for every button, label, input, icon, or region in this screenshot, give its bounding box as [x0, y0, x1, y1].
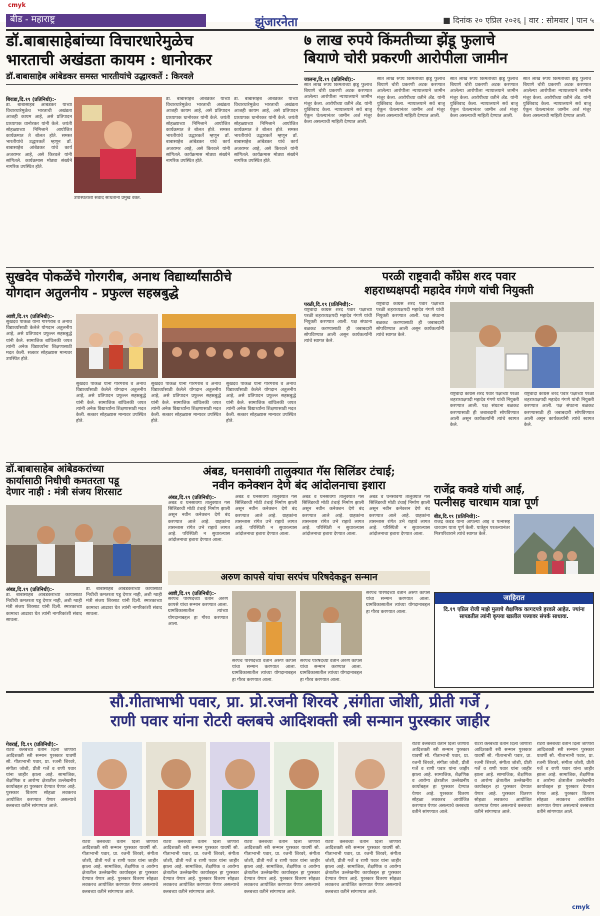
story-body-col4: सरपंच परिषदेच्या वतीने अरुण कापसे यांचा सन्मान करण्यात आला. ग्रामविकासातील त्यांच्या योगदानाबद्दल हा गौरव करण्यात आला.: [366, 591, 430, 615]
photo-felicitation: [76, 314, 158, 378]
photo-honor: [232, 591, 296, 655]
headline-line-2: कार्यासाठी निधीची कमतरता पडू: [6, 475, 120, 487]
story-body-col8: रोटरी क्लबच्या वतीने दिला जाणारा आदिशक्ती स्त्री सन्मान पुरस्कार यावर्षी सौ. गीताभाभी पवार, प्रा. रजनी शिरवरे, संगीता जोशी, प्रीती गर्जे व राणी पवार यांना जाहीर झाला आहे. सामाजिक, शैक्षणिक व आरोग्य क्षेत्रातील उल्लेखनीय कार्याबद्दल हा पुरस्कार देण्यात येणार आहे. पुरस्कार वितरण सोहळा लवकरच आयोजित करण्यात येणार असल्याचे क्लबच्या वतीने सांगण्यात आले.: [536, 742, 594, 816]
story-body-col3: सुखदेव पोकळे यांनी गोरगरीब व अनाथ विद्यार्थ्यांसाठी केलेले योगदान अतुलनीय आहे, असे प्रतिपादन प्रफुल्ल सहस्रबुद्धे यांनी केले. सामाजिक बांधिलकी जपत त्यांनी अनेक विद्यार्थ्यांना शिक्षणासाठी मदत केली. सत्कार सोहळ्यास मान्यवर उपस्थित होते.: [151, 382, 221, 425]
photo-yatra: [514, 514, 594, 574]
portrait-awardee-5: [338, 742, 402, 836]
headline-line-1: ७ लाख रुपये किंमतीच्या झेंडू फुलाचे: [304, 32, 495, 49]
story-kapse-honor: [168, 571, 430, 689]
story-dateline: अंबड,दि.१९ (प्रतिनिधी):-: [168, 495, 217, 501]
portrait-icon: [210, 742, 270, 836]
story-body-col4: रोटरी क्लबच्या वतीने दिला जाणारा आदिशक्ती स्त्री सन्मान पुरस्कार यावर्षी सौ. गीताभाभी पवार, प्रा. रजनी शिरवरे, संगीता जोशी, प्रीती गर्जे व राणी पवार यांना जाहीर झाला आहे. सामाजिक, शैक्षणिक व आरोग्य क्षेत्रातील उल्लेखनीय कार्याबद्दल हा पुरस्कार देण्यात येणार आहे. पुरस्कार वितरण सोहळा लवकरच आयोजित करण्यात येणार असल्याचे क्लबच्या वतीने सांगण्यात आले.: [244, 840, 320, 895]
cmyk-mark-bottom: cmyk: [572, 904, 590, 911]
photo-caption: उपस्थितांशी संवाद साधताना प्रमुख वक्ते.: [74, 196, 142, 201]
story-sukhdev-pokale: [6, 270, 296, 460]
photo-icon: [232, 591, 296, 655]
headline-line-1: परळी राष्ट्रवादी काँग्रेस शरद पवार: [382, 269, 516, 283]
story-body-col7: रोटरी क्लबच्या वतीने दिला जाणारा आदिशक्ती स्त्री सन्मान पुरस्कार यावर्षी सौ. गीताभाभी पवार, प्रा. रजनी शिरवरे, संगीता जोशी, प्रीती गर्जे व राणी पवार यांना जाहीर झाला आहे. सामाजिक, शैक्षणिक व आरोग्य क्षेत्रातील उल्लेखनीय कार्याबद्दल हा पुरस्कार देण्यात येणार आहे. पुरस्कार वितरण सोहळा लवकरच आयोजित करण्यात येणार असल्याचे क्लबच्या वतीने सांगण्यात आले.: [474, 742, 532, 816]
notice-title: जाहिरात: [435, 593, 593, 604]
story-body-col3: सरपंच परिषदेच्या वतीने अरुण कापसे यांचा सन्मान करण्यात आला. ग्रामविकासातील त्यांच्या योगदानाबद्दल हा गौरव करण्यात आला.: [300, 659, 362, 683]
headline-line-2: नवीन कनेक्शन देणे बंद आंदोलनाचा इशारा: [212, 478, 386, 493]
story-seed-theft-bail: [304, 33, 594, 265]
photo-appointment: [450, 302, 594, 388]
awardee-portraits: [82, 742, 406, 836]
notice-body: दि.१९ एप्रिल रोजी माझे मुलाचे शैक्षणिक कागदपत्रे हरवले आहेत. ज्यांना सापडतील त्यांनी कृपया खालील पत्त्यावर संपर्क साधावा.: [443, 607, 585, 621]
story-body: अंबड व घनसावंगी तालुक्यात गॅस सिलिंडरची मोठी टंचाई निर्माण झाली असून नवीन कनेक्शन देणे बंद करण्यात आले आहे. ग्राहकांना तासन्तास रांगेत उभे राहावे लागत आहे. परिस्थिती न सुधारल्यास आंदोलनाचा इशारा देण्यात आला.: [168, 501, 230, 544]
headline-line-2: भारताची अखंडता कायम : धानोरकर: [6, 49, 212, 69]
story-body: राष्ट्रवादी काँग्रेस शरद पवार पक्षाच्या परळी शहराध्यक्षपदी महादेव गंगणे यांची नियुक्ती करण्यात आली. पक्ष संघटना बळकट करण्यासाठी ही जबाबदारी सोपविण्यात आली असून कार्यकर्त्यांनी त्यांचे स्वागत केले.: [304, 308, 372, 345]
story-body: सात लाख रुपये किंमतीच्या झेंडू फुलाचे बियाणे चोरी प्रकरणी अटक करण्यात आलेल्या आरोपीला न्यायालयाने जामीन मंजूर केला. आरोपीच्या वतीने ॲड. यांनी युक्तिवाद केला. न्यायालयाने सर्व बाजू ऐकून घेतल्यानंतर जामीन अर्ज मंजूर केला असल्याची माहिती देण्यात आली.: [304, 83, 372, 126]
section-bar: बीड - महाराष्ट्र: [6, 14, 206, 27]
story-body-col3: राष्ट्रवादी काँग्रेस शरद पवार पक्षाच्या परळी शहराध्यक्षपदी महादेव गंगणे यांची नियुक्ती करण्यात आली. पक्ष संघटना बळकट करण्यासाठी ही जबाबदारी सोपविण्यात आली असून कार्यकर्त्यांनी त्यांचे स्वागत केले.: [450, 392, 519, 429]
story-body-col6: रोटरी क्लबच्या वतीने दिला जाणारा आदिशक्ती स्त्री सन्मान पुरस्कार यावर्षी सौ. गीताभाभी पवार, प्रा. रजनी शिरवरे, संगीता जोशी, प्रीती गर्जे व राणी पवार यांना जाहीर झाला आहे. सामाजिक, शैक्षणिक व आरोग्य क्षेत्रातील उल्लेखनीय कार्याबद्दल हा पुरस्कार देण्यात येणार आहे. पुरस्कार वितरण सोहळा लवकरच आयोजित करण्यात येणार असल्याचे क्लबच्या वतीने सांगण्यात आले.: [412, 742, 470, 816]
headline-line-2: शहराध्यक्षपदी महादेव गंगणे यांची नियुक्ती: [364, 283, 534, 298]
photo-audience: [162, 314, 296, 378]
headline-line-2: योगदान अतुलनीय - प्रफुल्ल सहस्रबुद्धे: [6, 284, 179, 300]
story-body-col2: डॉ. बाबासाहेब आंबेडकरांच्या कार्यासाठी निधीची कमतरता पडू देणार नाही, अशी ग्वाही मंत्री संजय शिरसाट यांनी दिली. स्मारकाच्या कामाचा आढावा घेत त्यांनी नागरिकांशी संवाद साधला.: [86, 587, 162, 617]
photo-icon: [76, 314, 158, 378]
portrait-icon: [82, 742, 142, 836]
portrait-awardee-4: [274, 742, 334, 836]
photo-icon: [74, 97, 162, 193]
story-dateline: जालना,दि.१९ (प्रतिनिधी):-: [304, 77, 356, 83]
photo-icon: [514, 514, 594, 574]
story-body-col3: सात लाख रुपये किंमतीच्या झेंडू फुलाचे बियाणे चोरी प्रकरणी अटक करण्यात आलेल्या आरोपीला न्यायालयाने जामीन मंजूर केला. आरोपीच्या वतीने ॲड. यांनी युक्तिवाद केला. न्यायालयाने सर्व बाजू ऐकून घेतल्यानंतर जामीन अर्ज मंजूर केला असल्याची माहिती देण्यात आली.: [450, 77, 518, 120]
story-dateline: गेवराई, दि.१९ (प्रतिनिधी):-: [6, 742, 58, 748]
story-dateline: अंबड,दि.१९ (प्रतिनिधी):-: [6, 587, 55, 593]
photo-sarpanch: [300, 591, 362, 655]
story-chardham-yatra: [434, 484, 594, 588]
subheadline: डॉ.बाबासाहेब आंबेडकर समस्त भारतीयांचे उद्धारकर्ते : किरवले: [6, 71, 194, 82]
story-body-col3: रोटरी क्लबच्या वतीने दिला जाणारा आदिशक्ती स्त्री सन्मान पुरस्कार यावर्षी सौ. गीताभाभी पवार, प्रा. रजनी शिरवरे, संगीता जोशी, प्रीती गर्जे व राणी पवार यांना जाहीर झाला आहे. सामाजिक, शैक्षणिक व आरोग्य क्षेत्रातील उल्लेखनीय कार्याबद्दल हा पुरस्कार देण्यात येणार आहे. पुरस्कार वितरण सोहळा लवकरच आयोजित करण्यात येणार असल्याचे क्लबच्या वतीने सांगण्यात आले.: [163, 840, 239, 895]
story-gas-shortage: [168, 465, 430, 569]
story-body-col2: रोटरी क्लबच्या वतीने दिला जाणारा आदिशक्ती स्त्री सन्मान पुरस्कार यावर्षी सौ. गीताभाभी पवार, प्रा. रजनी शिरवरे, संगीता जोशी, प्रीती गर्जे व राणी पवार यांना जाहीर झाला आहे. सामाजिक, शैक्षणिक व आरोग्य क्षेत्रातील उल्लेखनीय कार्याबद्दल हा पुरस्कार देण्यात येणार आहे. पुरस्कार वितरण सोहळा लवकरच आयोजित करण्यात येणार असल्याचे क्लबच्या वतीने सांगण्यात आले.: [82, 840, 158, 895]
story-body-col2: अंबड व घनसावंगी तालुक्यात गॅस सिलिंडरची मोठी टंचाई निर्माण झाली असून नवीन कनेक्शन देणे बंद करण्यात आले आहे. ग्राहकांना तासन्तास रांगेत उभे राहावे लागत आहे. परिस्थिती न सुधारल्यास आंदोलनाचा इशारा देण्यात आला.: [235, 495, 297, 538]
headline: अरुण कापसे यांचा सरपंच परिषदेकडून सन्मान: [168, 571, 430, 585]
portrait-awardee-1: [82, 742, 142, 836]
story-dateline: आष्टी,दि.१९ (प्रतिनिधी):-: [6, 314, 55, 320]
portrait-icon: [274, 742, 334, 836]
story-body: सुखदेव पोकळे यांनी गोरगरीब व अनाथ विद्यार्थ्यांसाठी केलेले योगदान अतुलनीय आहे, असे प्रतिपादन प्रफुल्ल सहस्रबुद्धे यांनी केले. सामाजिक बांधिलकी जपत त्यांनी अनेक विद्यार्थ्यांना शिक्षणासाठी मदत केली. सत्कार सोहळ्यास मान्यवर उपस्थित होते.: [6, 320, 72, 363]
story-body-col2: राष्ट्रवादी काँग्रेस शरद पवार पक्षाच्या परळी शहराध्यक्षपदी महादेव गंगणे यांची नियुक्ती करण्यात आली. पक्ष संघटना बळकट करण्यासाठी ही जबाबदारी सोपविण्यात आली असून कार्यकर्त्यांनी त्यांचे स्वागत केले.: [376, 302, 444, 339]
story-body: रोटरी क्लबच्या वतीने दिला जाणारा आदिशक्ती स्त्री सन्मान पुरस्कार यावर्षी सौ. गीताभाभी पवार, प्रा. रजनी शिरवरे, संगीता जोशी, प्रीती गर्जे व राणी पवार यांना जाहीर झाला आहे. सामाजिक, शैक्षणिक व आरोग्य क्षेत्रातील उल्लेखनीय कार्याबद्दल हा पुरस्कार देण्यात येणार आहे. पुरस्कार वितरण सोहळा लवकरच आयोजित करण्यात येणार असल्याचे क्लबच्या वतीने सांगण्यात आले.: [6, 748, 76, 809]
headline-line-2: राणी पवार यांना रोटरी क्लबचे आदिशक्ती स्त्री सन्मान पुरस्कार जाहीर: [110, 712, 490, 731]
story-body: डॉ. बाबासाहेब आंबेडकरांच्या कार्यासाठी निधीची कमतरता पडू देणार नाही, अशी ग्वाही मंत्री संजय शिरसाट यांनी दिली. स्मारकाच्या कामाचा आढावा घेत त्यांनी नागरिकांशी संवाद साधला.: [6, 593, 82, 623]
issue-dateline: ■ दिनांक २० एप्रिल २०२६ | वार : सोमवार | पान ५: [442, 16, 594, 25]
story-body-col2: सरपंच परिषदेच्या वतीने अरुण कापसे यांचा सन्मान करण्यात आला. ग्रामविकासातील त्यांच्या योगदानाबद्दल हा गौरव करण्यात आला.: [232, 659, 296, 683]
headline-line-1: डॉ.बाबासाहेबांच्या विचारधारेमुळेच: [6, 31, 194, 50]
headline-line-1: सौ.गीताभाभी पवार, प्रा. प्रो.रजनी शिरवरे ,संगीता जोशी, प्रीती गर्जे ,: [109, 693, 491, 711]
story-body: राजेंद्र कवडे यांनी आपल्या आई व पत्नीसह चारधाम यात्रा पूर्ण केली. यात्रेहून परतल्यानंतर मित्रपरिवाराने त्यांचे स्वागत केले.: [434, 520, 510, 538]
headline-line-1: अंबड, घनसावंगी तालुक्यात गॅस सिलिंडर टंचाई;: [202, 464, 396, 478]
photo-icon: [450, 302, 594, 388]
headline-line-3: देणार नाही : मंत्री संजय शिरसाट: [6, 487, 122, 499]
story-dateline: परळी,दि.१९ (प्रतिनिधी):-: [304, 302, 353, 308]
story-shirsat-fund: [6, 465, 166, 687]
headline-line-1: सुखदेव पोकळेंचे गोरगरीब, अनाथ विद्यार्थ्यांसाठीचे: [6, 269, 232, 284]
story-body-col4: सात लाख रुपये किंमतीच्या झेंडू फुलाचे बियाणे चोरी प्रकरणी अटक करण्यात आलेल्या आरोपीला न्यायालयाने जामीन मंजूर केला. आरोपीच्या वतीने ॲड. यांनी युक्तिवाद केला. न्यायालयाने सर्व बाजू ऐकून घेतल्यानंतर जामीन अर्ज मंजूर केला असल्याची माहिती देण्यात आली.: [523, 77, 591, 120]
story-rotary-awards: [6, 694, 594, 910]
photo-minister: [6, 505, 162, 583]
story-body-col5: रोटरी क्लबच्या वतीने दिला जाणारा आदिशक्ती स्त्री सन्मान पुरस्कार यावर्षी सौ. गीताभाभी पवार, प्रा. रजनी शिरवरे, संगीता जोशी, प्रीती गर्जे व राणी पवार यांना जाहीर झाला आहे. सामाजिक, शैक्षणिक व आरोग्य क्षेत्रातील उल्लेखनीय कार्याबद्दल हा पुरस्कार देण्यात येणार आहे. पुरस्कार वितरण सोहळा लवकरच आयोजित करण्यात येणार असल्याचे क्लबच्या वतीने सांगण्यात आले.: [325, 840, 401, 895]
story-parli-ncp-appointment: [304, 270, 594, 482]
story-body-col2: सुखदेव पोकळे यांनी गोरगरीब व अनाथ विद्यार्थ्यांसाठी केलेले योगदान अतुलनीय आहे, असे प्रतिपादन प्रफुल्ल सहस्रबुद्धे यांनी केले. सामाजिक बांधिलकी जपत त्यांनी अनेक विद्यार्थ्यांना शिक्षणासाठी मदत केली. सत्कार सोहळ्यास मान्यवर उपस्थित होते.: [76, 382, 146, 425]
story-body-col2: डॉ. बाबासाहेब आंबेडकर यांच्या विचारधारेमुळेच भारताची अखंडता आजही कायम आहे, असे प्रतिपादन प्राध्यापक धानोरकर यांनी केले. जयंती सोहळ्याच्या निमित्ताने आयोजित कार्यक्रमात ते बोलत होते. समस्त भारतीयांचे उद्धारकर्ते म्हणून डॉ. बाबासाहेब आंबेडकर यांचे कार्य अजरामर आहे, असे किरवले यांनी सांगितले. कार्यक्रमास मोठ्या संख्येने नागरिक उपस्थित होते.: [166, 97, 230, 165]
classified-notice: [434, 592, 594, 688]
headline-line-2: पत्नीसह चारधाम यात्रा पूर्ण: [434, 495, 539, 509]
photo-icon: [6, 505, 162, 583]
story-body-col4: राष्ट्रवादी काँग्रेस शरद पवार पक्षाच्या परळी शहराध्यक्षपदी महादेव गंगणे यांची नियुक्ती करण्यात आली. पक्ष संघटना बळकट करण्यासाठी ही जबाबदारी सोपविण्यात आली असून कार्यकर्त्यांनी त्यांचे स्वागत केले.: [524, 392, 594, 429]
story-body-col4: अंबड व घनसावंगी तालुक्यात गॅस सिलिंडरची मोठी टंचाई निर्माण झाली असून नवीन कनेक्शन देणे बंद करण्यात आले आहे. ग्राहकांना तासन्तास रांगेत उभे राहावे लागत आहे. परिस्थिती न सुधारल्यास आंदोलनाचा इशारा देण्यात आला.: [369, 495, 430, 538]
story-body-col2: सात लाख रुपये किंमतीच्या झेंडू फुलाचे बियाणे चोरी प्रकरणी अटक करण्यात आलेल्या आरोपीला न्यायालयाने जामीन मंजूर केला. आरोपीच्या वतीने ॲड. यांनी युक्तिवाद केला. न्यायालयाने सर्व बाजू ऐकून घेतल्यानंतर जामीन अर्ज मंजूर केला असल्याची माहिती देण्यात आली.: [377, 77, 445, 120]
portrait-icon: [146, 742, 206, 836]
photo-icon: [162, 314, 296, 378]
portrait-icon: [338, 742, 402, 836]
story-dateline: आष्टी,दि.१९ (प्रतिनिधी):-: [168, 591, 217, 597]
story-body-col3: अंबड व घनसावंगी तालुक्यात गॅस सिलिंडरची मोठी टंचाई निर्माण झाली असून नवीन कनेक्शन देणे बंद करण्यात आले आहे. ग्राहकांना तासन्तास रांगेत उभे राहावे लागत आहे. परिस्थिती न सुधारल्यास आंदोलनाचा इशारा देण्यात आला.: [302, 495, 364, 538]
photo-icon: [300, 591, 362, 655]
portrait-awardee-3: [210, 742, 270, 836]
story-ambedkar-ideology: [6, 33, 298, 265]
portrait-awardee-2: [146, 742, 206, 836]
headline-line-1: डॉ.बाबासाहेब आंबेडकरांच्या: [6, 464, 104, 475]
story-body: डॉ. बाबासाहेब आंबेडकर यांच्या विचारधारेमुळेच भारताची अखंडता आजही कायम आहे, असे प्रतिपादन प्राध्यापक धानोरकर यांनी केले. जयंती सोहळ्याच्या निमित्ताने आयोजित कार्यक्रमात ते बोलत होते. समस्त भारतीयांचे उद्धारकर्ते म्हणून डॉ. बाबासाहेब आंबेडकर यांचे कार्य अजरामर आहे, असे किरवले यांनी सांगितले. कार्यक्रमास मोठ्या संख्येने नागरिक उपस्थित होते.: [6, 103, 72, 171]
story-body: सरपंच परिषदेच्या वतीने अरुण कापसे यांचा सन्मान करण्यात आला. ग्रामविकासातील त्यांच्या योगदानाबद्दल हा गौरव करण्यात आला.: [168, 597, 228, 627]
photo-speaker: [74, 97, 162, 193]
story-dateline: बीड,दि.१९ (प्रतिनिधी):-: [434, 514, 480, 520]
story-body-col4: सुखदेव पोकळे यांनी गोरगरीब व अनाथ विद्यार्थ्यांसाठी केलेले योगदान अतुलनीय आहे, असे प्रतिपादन प्रफुल्ल सहस्रबुद्धे यांनी केले. सामाजिक बांधिलकी जपत त्यांनी अनेक विद्यार्थ्यांना शिक्षणासाठी मदत केली. सत्कार सोहळ्यास मान्यवर उपस्थित होते.: [226, 382, 296, 425]
cmyk-mark: cmyk: [8, 2, 26, 9]
headline-line-2: बियाणे चोरी प्रकरणी आरोपीला जामीन: [304, 49, 508, 67]
page-brand: झुंजारनेता: [255, 15, 298, 29]
story-body-col3: डॉ. बाबासाहेब आंबेडकर यांच्या विचारधारेमुळेच भारताची अखंडता आजही कायम आहे, असे प्रतिपादन प्राध्यापक धानोरकर यांनी केले. जयंती सोहळ्याच्या निमित्ताने आयोजित कार्यक्रमात ते बोलत होते. समस्त भारतीयांचे उद्धारकर्ते म्हणून डॉ. बाबासाहेब आंबेडकर यांचे कार्य अजरामर आहे, असे किरवले यांनी सांगितले. कार्यक्रमास मोठ्या संख्येने नागरिक उपस्थित होते.: [234, 97, 298, 165]
headline-line-1: राजेंद्र कवडे यांची आई,: [434, 483, 526, 496]
story-dateline: बिराडा,दि.१९ (प्रतिनिधी):-: [6, 97, 57, 103]
